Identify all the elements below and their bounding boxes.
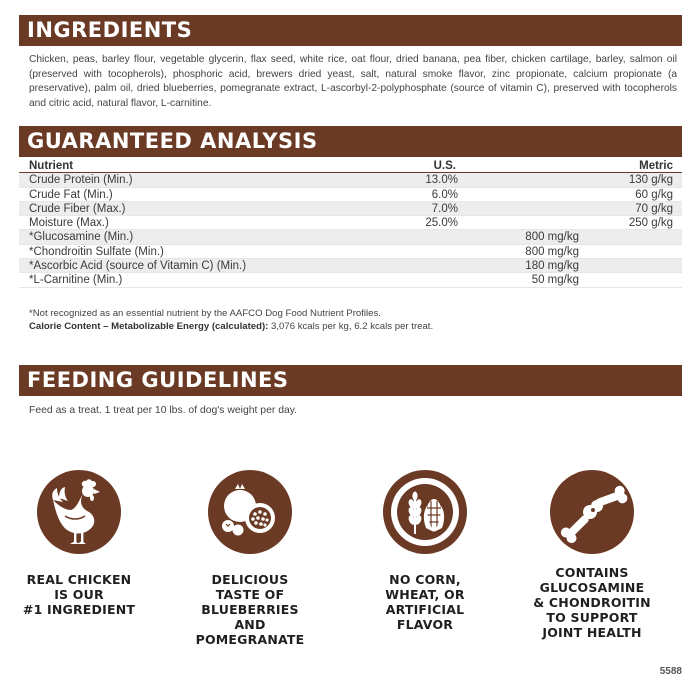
grain-free-icon	[383, 470, 467, 554]
feature-caption	[522, 565, 662, 640]
calorie-value: 3,076 kcals per kg, 6.2 kcals per treat.	[268, 321, 434, 332]
nutrient-name: Crude Fiber (Max.)	[29, 202, 126, 215]
feature-caption	[180, 572, 320, 647]
table-row	[19, 259, 682, 273]
nutrient-value: 800 mg/kg	[525, 231, 579, 244]
fruit-icon	[208, 470, 292, 554]
aafco-footnote: *Not recognized as an essential nutrient by the AAFCO Dog Food Nutrient Profiles.	[29, 308, 381, 319]
nutrient-name: Moisture (Max.)	[29, 217, 109, 230]
feature-joint-health	[522, 470, 662, 640]
feeding-heading: FEEDING GUIDELINES	[19, 365, 682, 396]
us-value: 6.0%	[431, 188, 458, 201]
metric-value: 130 g/kg	[628, 174, 673, 187]
ingredients-list: Chicken, peas, barley flour, vegetable glycerin, flax seed, white rice, oat flour, dried banana, pea fiber, chicken cartilage, barley, salmon oil (preserved with tocopherols), phosphoric acid, brewers dried yeast, salt, natural smoke flavor, zinc propionate, calcium propionate (a preservative), palm oil, dried blueberries, pomegranate extract, L-ascorbyl-2-polyphosphate (source of vitamin C), preserved with tocopherols and citric acid, natural flavor, L-carnitine.	[29, 54, 677, 109]
caption-line: WHEAT, OR	[385, 587, 465, 602]
calorie-content	[29, 320, 433, 333]
caption-line: #1 INGREDIENT	[22, 602, 136, 617]
us-value: 25.0%	[425, 217, 458, 230]
column-header-nutrient: Nutrient	[29, 160, 74, 172]
us-value: 13.0%	[425, 174, 458, 187]
nutrient-value: 180 mg/kg	[525, 260, 579, 273]
nutrient-name: Crude Fat (Min.)	[29, 188, 113, 201]
caption-line: CONTAINS	[555, 565, 629, 580]
table-row	[19, 188, 682, 202]
column-header-us: U.S.	[433, 160, 456, 172]
feature-no-corn	[355, 470, 495, 632]
nutrient-name: *Glucosamine (Min.)	[29, 231, 134, 244]
table-row	[19, 230, 682, 244]
caption-line: DELICIOUS	[211, 572, 289, 587]
nutrient-name: *L-Carnitine (Min.)	[29, 274, 123, 287]
nutrient-value: 50 mg/kg	[531, 274, 579, 287]
guaranteed-analysis-table	[19, 159, 682, 288]
table-row	[19, 202, 682, 216]
table-row	[19, 245, 682, 259]
caption-line: AND	[234, 617, 266, 632]
nutrient-name: *Chondroitin Sulfate (Min.)	[29, 245, 164, 258]
metric-value: 70 g/kg	[635, 202, 673, 215]
ingredients-heading: INGREDIENTS	[19, 15, 682, 46]
metric-value: 60 g/kg	[635, 188, 673, 201]
analysis-heading: GUARANTEED ANALYSIS	[19, 126, 682, 157]
us-value: 7.0%	[431, 202, 458, 215]
caption-line: ARTIFICIAL	[385, 602, 465, 617]
calorie-label: Calorie Content – Metabolizable Energy (calculated):	[29, 321, 269, 332]
caption-line: REAL CHICKEN	[26, 572, 132, 587]
caption-line: TO SUPPORT	[546, 610, 638, 625]
feature-caption	[355, 572, 495, 632]
table-row	[19, 173, 682, 187]
caption-line: IS OUR	[54, 587, 104, 602]
caption-line: JOINT HEALTH	[542, 625, 642, 640]
caption-line: FLAVOR	[396, 617, 454, 632]
feature-real-chicken	[9, 470, 149, 617]
caption-line: POMEGRANATE	[195, 632, 305, 647]
nutrient-value: 800 mg/kg	[525, 245, 579, 258]
product-code: 5588	[659, 666, 682, 677]
caption-line: GLUCOSAMINE	[539, 580, 645, 595]
caption-line: NO CORN,	[389, 572, 461, 587]
feature-taste	[180, 470, 320, 647]
feeding-instructions: Feed as a treat. 1 treat per 10 lbs. of dog's weight per day.	[29, 405, 298, 416]
caption-line: & CHONDROITIN	[533, 595, 651, 610]
table-row	[19, 273, 682, 287]
nutrient-name: *Ascorbic Acid (source of Vitamin C) (Min.)	[29, 260, 247, 273]
joint-icon	[550, 470, 634, 554]
table-row	[19, 216, 682, 230]
column-header-metric: Metric	[639, 160, 673, 172]
feature-caption	[9, 572, 149, 617]
metric-value: 250 g/kg	[628, 217, 673, 230]
nutrient-name: Crude Protein (Min.)	[29, 174, 133, 187]
chicken-icon	[37, 470, 121, 554]
caption-line: TASTE OF	[215, 587, 285, 602]
table-header	[19, 159, 682, 173]
caption-line: BLUEBERRIES	[201, 602, 299, 617]
